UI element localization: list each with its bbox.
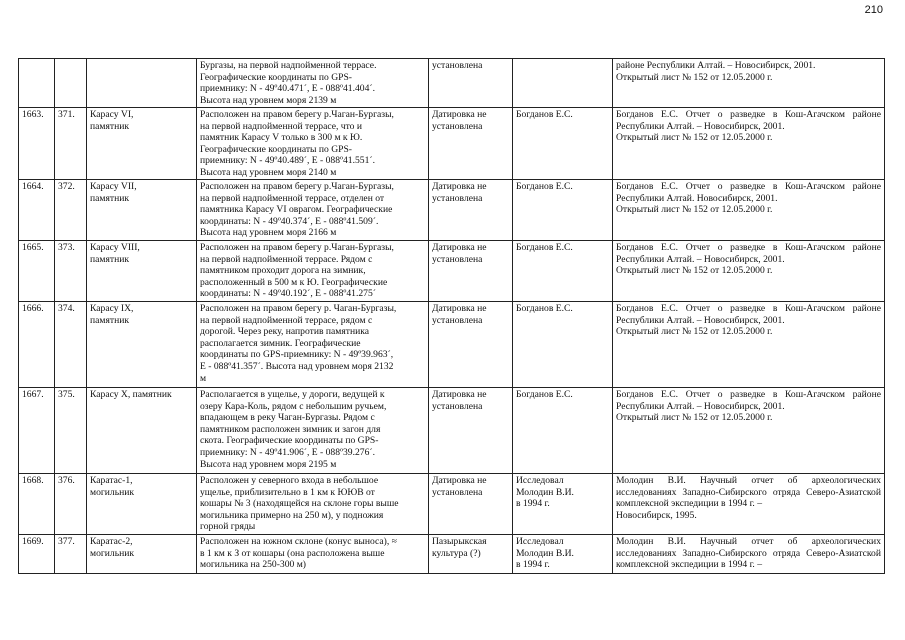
table-row [19,535,885,574]
source-cell: Богданов Е.С. Отчет о разведке в Кош-Агачском районе Республики Алтай. – Новосибирск, 2001. Открытый лист № 152 от 12.05.2000 г. [613,241,885,302]
global-number-cell: 1663. [19,108,55,180]
dating-cell: Датировка не установлена [429,180,513,241]
location-description-cell: Расположен на правом берегу р. Чаган-Бургазы, на первой надпойменной террасе, рядом с дорогой. Через реку, напротив памятника располагается зимник. Географические координаты по GPS-приемнику: N - 49º39.963´, E - 088º41.357´. Высота над уровнем моря 2132 м [197,302,429,388]
dating-cell: Датировка не установлена [429,474,513,535]
researcher-cell [513,59,613,108]
site-name-cell: Карасу IX, памятник [87,302,197,388]
source-cell: Богданов Е.С. Отчет о разведке в Кош-Агачском районе Республики Алтай. – Новосибирск, 2001. Открытый лист № 152 от 12.05.2000 г. [613,388,885,474]
site-name-cell [87,59,197,108]
global-number-cell [19,59,55,108]
dating-cell: Датировка не установлена [429,108,513,180]
table-row [19,388,885,474]
site-name-cell: Карасу VII, памятник [87,180,197,241]
researcher-cell: Богданов Е.С. [513,388,613,474]
global-number-cell: 1669. [19,535,55,574]
researcher-cell: Богданов Е.С. [513,302,613,388]
local-number-cell [55,59,87,108]
monument-registry-table [18,58,885,574]
page-number: 210 [864,4,883,16]
source-cell: Богданов Е.С. Отчет о разведке в Кош-Агачском районе Республики Алтай. – Новосибирск, 2001. Открытый лист № 152 от 12.05.2000 г. [613,302,885,388]
dating-cell: Датировка не установлена [429,388,513,474]
location-description-cell: Расположен на правом берегу р.Чаган-Бургазы, на первой надпойменной террасе. Рядом с памятником проходит дорога на зимник, расположенный в 500 м к Ю. Географические координаты: N - 49º40.192´, E - 088º41.275´ [197,241,429,302]
local-number-cell: 376. [55,474,87,535]
researcher-cell: Исследовал Молодин В.И. в 1994 г. [513,474,613,535]
table-row [19,302,885,388]
local-number-cell: 371. [55,108,87,180]
table-row [19,59,885,108]
local-number-cell: 374. [55,302,87,388]
global-number-cell: 1668. [19,474,55,535]
global-number-cell: 1665. [19,241,55,302]
table-row [19,474,885,535]
table-row [19,108,885,180]
location-description-cell: Располагается в ущелье, у дороги, ведущей к озеру Кара-Коль, рядом с небольшим ручьем, впадающем в реку Чаган-Бургазы. Рядом с памятником расположен зимник и загон для скота. Географические координаты по GPS- приемнику: N - 49º41.906´, E - 088º39.276´. Высота над уровнем моря 2195 м [197,388,429,474]
table-row [19,241,885,302]
site-name-cell: Карасу Х, памятник [87,388,197,474]
source-cell: Молодин В.И. Научный отчет об археологических исследованиях Западно-Сибирского отряда Северо-Азиатской комплексной экспедиции в 1994 г. – [613,535,885,574]
location-description-cell: Расположен на южном склоне (конус выноса), ≈ в 1 км к З от кошары (она расположена выше могильника на 250-300 м) [197,535,429,574]
location-description-cell: Расположен у северного входа в небольшое ущелье, приблизительно в 1 км к ЮЮВ от кошары № 3 (находящейся на склоне горы выше могильника примерно на 250 м), у подножия горной гряды [197,474,429,535]
source-cell: районе Республики Алтай. – Новосибирск, 2001. Открытый лист № 152 от 12.05.2000 г. [613,59,885,108]
global-number-cell: 1666. [19,302,55,388]
source-cell: Молодин В.И. Научный отчет об археологических исследованиях Западно-Сибирского отряда Северо-Азиатской комплексной экспедиции в 1994 г. – Новосибирск, 1995. [613,474,885,535]
location-description-cell: Бургазы, на первой надпойменной террасе. Географические координаты по GPS- приемнику: N - 49º40.471´, E - 088º41.404´. Высота над уровнем моря 2139 м [197,59,429,108]
location-description-cell: Расположен на правом берегу р.Чаган-Бургазы, на первой надпойменной террасе, отделен от памятника Карасу VI оврагом. Географические координаты: N - 49º40.374´, E - 088º41.509´. Высота над уровнем моря 2166 м [197,180,429,241]
researcher-cell: Богданов Е.С. [513,180,613,241]
site-name-cell: Карасу VIII, памятник [87,241,197,302]
dating-cell: Датировка не установлена [429,241,513,302]
researcher-cell: Исследовал Молодин В.И. в 1994 г. [513,535,613,574]
researcher-cell: Богданов Е.С. [513,241,613,302]
researcher-cell: Богданов Е.С. [513,108,613,180]
location-description-cell: Расположен на правом берегу р.Чаган-Бургазы, на первой надпойменной террасе, что и памятник Карасу V только в 300 м к Ю. Географические координаты по GPS- приемнику: N - 49º40.489´, E - 088º41.551´. Высота над уровнем моря 2140 м [197,108,429,180]
local-number-cell: 377. [55,535,87,574]
table-row [19,180,885,241]
global-number-cell: 1664. [19,180,55,241]
site-name-cell: Каратас-1, могильник [87,474,197,535]
source-cell: Богданов Е.С. Отчет о разведке в Кош-Агачском районе Республики Алтай. Новосибирск, 2001. Открытый лист № 152 от 12.05.2000 г. [613,180,885,241]
source-cell: Богданов Е.С. Отчет о разведке в Кош-Агачском районе Республики Алтай. – Новосибирск, 2001. Открытый лист № 152 от 12.05.2000 г. [613,108,885,180]
site-name-cell: Каратас-2, могильник [87,535,197,574]
local-number-cell: 375. [55,388,87,474]
global-number-cell: 1667. [19,388,55,474]
local-number-cell: 372. [55,180,87,241]
dating-cell: Датировка не установлена [429,302,513,388]
local-number-cell: 373. [55,241,87,302]
site-name-cell: Карасу VI, памятник [87,108,197,180]
dating-cell: установлена [429,59,513,108]
dating-cell: Пазырыкская культура (?) [429,535,513,574]
